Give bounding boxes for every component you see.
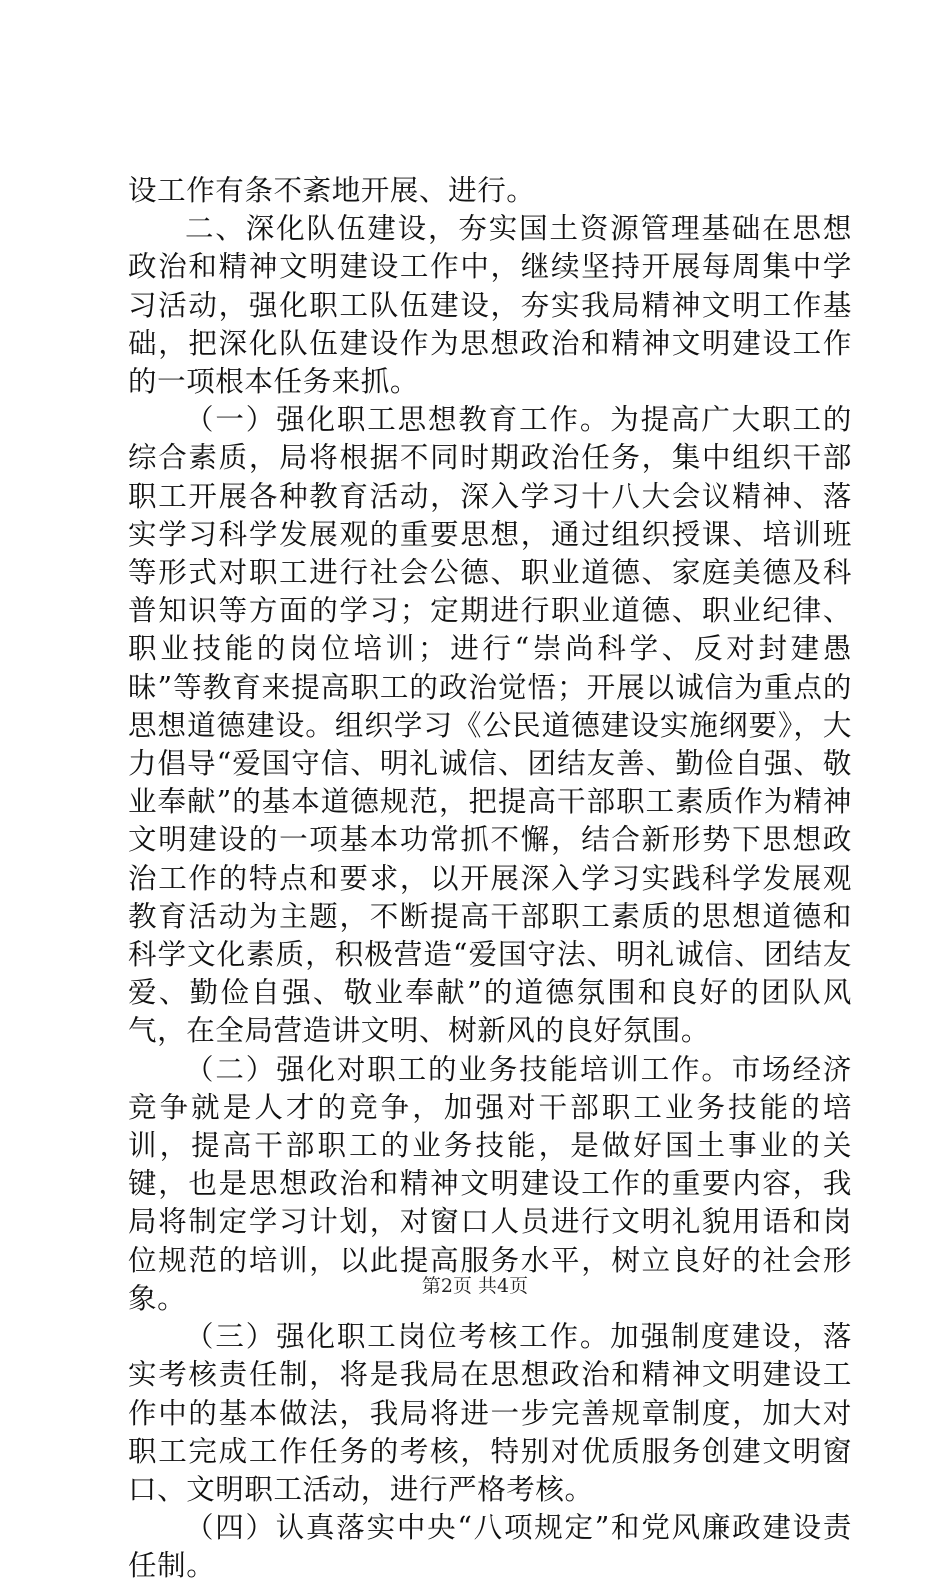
document-body xyxy=(128,172,852,1586)
paragraph-item-one: （一）强化职工思想教育工作。为提高广大职工的综合素质，局将根据不同时期政治任务，集中组织干部职工开展各种教育活动，深入学习十八大会议精神、落实学习科学发展观的重要思想，通过组织授课、培训班等形式对职工进行社会公德、职业道德、家庭美德及科普知识等方面的学习；定期进行职业道德、职业纪律、职业技能的岗位培训；进行“崇尚科学、反对封建愚昧”等教育来提高职工的政治觉悟；开展以诚信为重点的思想道德建设。组织学习《公民道德建设实施纲要》，大力倡导“爱国守信、明礼诚信、团结友善、勤俭自强、敬业奉献”的基本道德规范，把提高干部职工素质作为精神文明建设的一项基本功常抓不懈，结合新形势下思想政治工作的特点和要求，以开展深入学习实践科学发展观教育活动为主题，不断提高干部职工素质的思想道德和科学文化素质，积极营造“爱国守法、明礼诚信、团结友爱、勤俭自强、敬业奉献”的道德氛围和良好的团队风气，在全局营造讲文明、树新风的良好氛围。 xyxy=(128,403,852,1048)
page-footer: 第2页 共4页 xyxy=(421,1275,529,1297)
paragraph-item-three: （三）强化职工岗位考核工作。加强制度建设，落实考核责任制，将是我局在思想政治和精神文明建设工作中的基本做法，我局将进一步完善规章制度，加大对职工完成工作任务的考核，特别对优质服务创建文明窗口、文明职工活动，进行严格考核。 xyxy=(128,1320,852,1506)
paragraph-section-two: 二、深化队伍建设，夯实国土资源管理基础在思想政治和精神文明建设工作中，继续坚持开展每周集中学习活动，强化职工队伍建设，夯实我局精神文明工作基础，把深化队伍建设作为思想政治和精神文明建设工作的一项根本任务来抓。 xyxy=(128,212,852,399)
paragraph-item-two: （二）强化对职工的业务技能培训工作。市场经济竞争就是人才的竞争，加强对干部职工业务技能的培训，提高干部职工的业务技能，是做好国土事业的关键，也是思想政治和精神文明建设工作的重要内容，我局将制定学习计划，对窗口人员进行文明礼貌用语和岗位规范的培训，以此提高服务水平，树立良好的社会形象。 xyxy=(128,1052,852,1315)
paragraph-item-four: （四）认真落实中央“八项规定”和党风廉政建设责任制。 xyxy=(128,1511,852,1583)
paragraph-continuation: 设工作有条不紊地开展、进行。 xyxy=(128,174,536,207)
